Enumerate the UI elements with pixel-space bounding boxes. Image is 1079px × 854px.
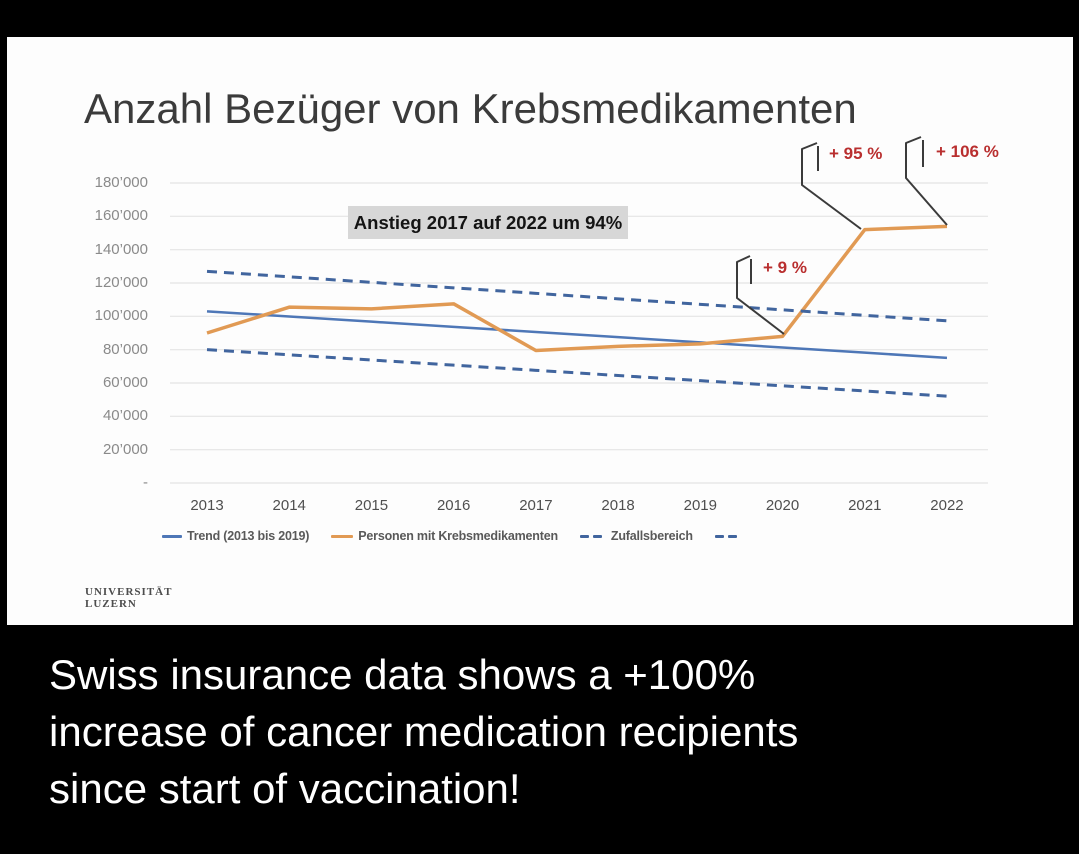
y-axis-label: 60’000: [102, 374, 148, 391]
x-axis-label: 2016: [436, 497, 471, 514]
legend-item: [162, 529, 309, 543]
y-axis-label: 100’000: [94, 307, 148, 325]
callout-label-plus9: + 9 %: [763, 258, 807, 277]
y-axis-label: 40’000: [102, 407, 148, 425]
x-axis-label: 2014: [272, 497, 306, 514]
legend-label: Trend (2013 bis 2019): [187, 529, 310, 543]
chart-title: Anzahl Bezüger von Krebsmedikamenten: [84, 85, 857, 132]
x-axis-label: 2022: [930, 497, 964, 514]
caption-line-2: increase of cancer medication recipients: [49, 708, 799, 755]
x-axis-label: 2021: [848, 497, 882, 514]
y-axis-label: 20’000: [102, 440, 148, 458]
legend-item: [580, 529, 693, 543]
legend-swatch-orange: [331, 535, 353, 538]
y-axis-label: 140’000: [94, 240, 148, 258]
legend-swatch-trend: [162, 535, 182, 538]
x-axis-label: 2018: [601, 497, 635, 514]
x-axis-label: 2019: [683, 497, 717, 514]
legend-label: Zufallsbereich: [610, 529, 693, 543]
logo-line-2: LUZERN: [85, 597, 137, 610]
legend-item: [715, 535, 746, 538]
university-luzern-logo: [85, 587, 172, 610]
y-axis-label: 120’000: [94, 274, 148, 291]
caption-line-1: Swiss insurance data shows a +100%: [49, 651, 756, 698]
callout-label-plus106: + 106 %: [936, 142, 999, 161]
legend-swatch-dashed: [580, 535, 606, 538]
y-axis-label: 160’000: [94, 207, 148, 225]
x-axis-label: 2017: [519, 497, 553, 514]
legend-swatch-dashed: [715, 535, 741, 538]
y-axis-label: 180’000: [94, 174, 148, 191]
x-axis-label: 2015: [354, 497, 389, 514]
annotation-box: Anstieg 2017 auf 2022 um 94%: [348, 206, 628, 239]
legend-item: [331, 529, 558, 543]
caption-line-3: since start of vaccination!: [49, 765, 521, 812]
logo-line-1: UNIVERSITÄT: [85, 586, 173, 598]
x-axis-label: 2020: [765, 497, 800, 514]
y-axis-label: -: [143, 474, 148, 491]
caption-area: [49, 646, 1049, 817]
y-axis-label: 80’000: [102, 340, 148, 358]
legend-label: Personen mit Krebsmedikamenten: [358, 529, 558, 543]
callout-label-plus95: + 95 %: [829, 144, 883, 163]
x-axis-label: 2013: [190, 497, 224, 514]
chart-legend: [162, 529, 768, 543]
